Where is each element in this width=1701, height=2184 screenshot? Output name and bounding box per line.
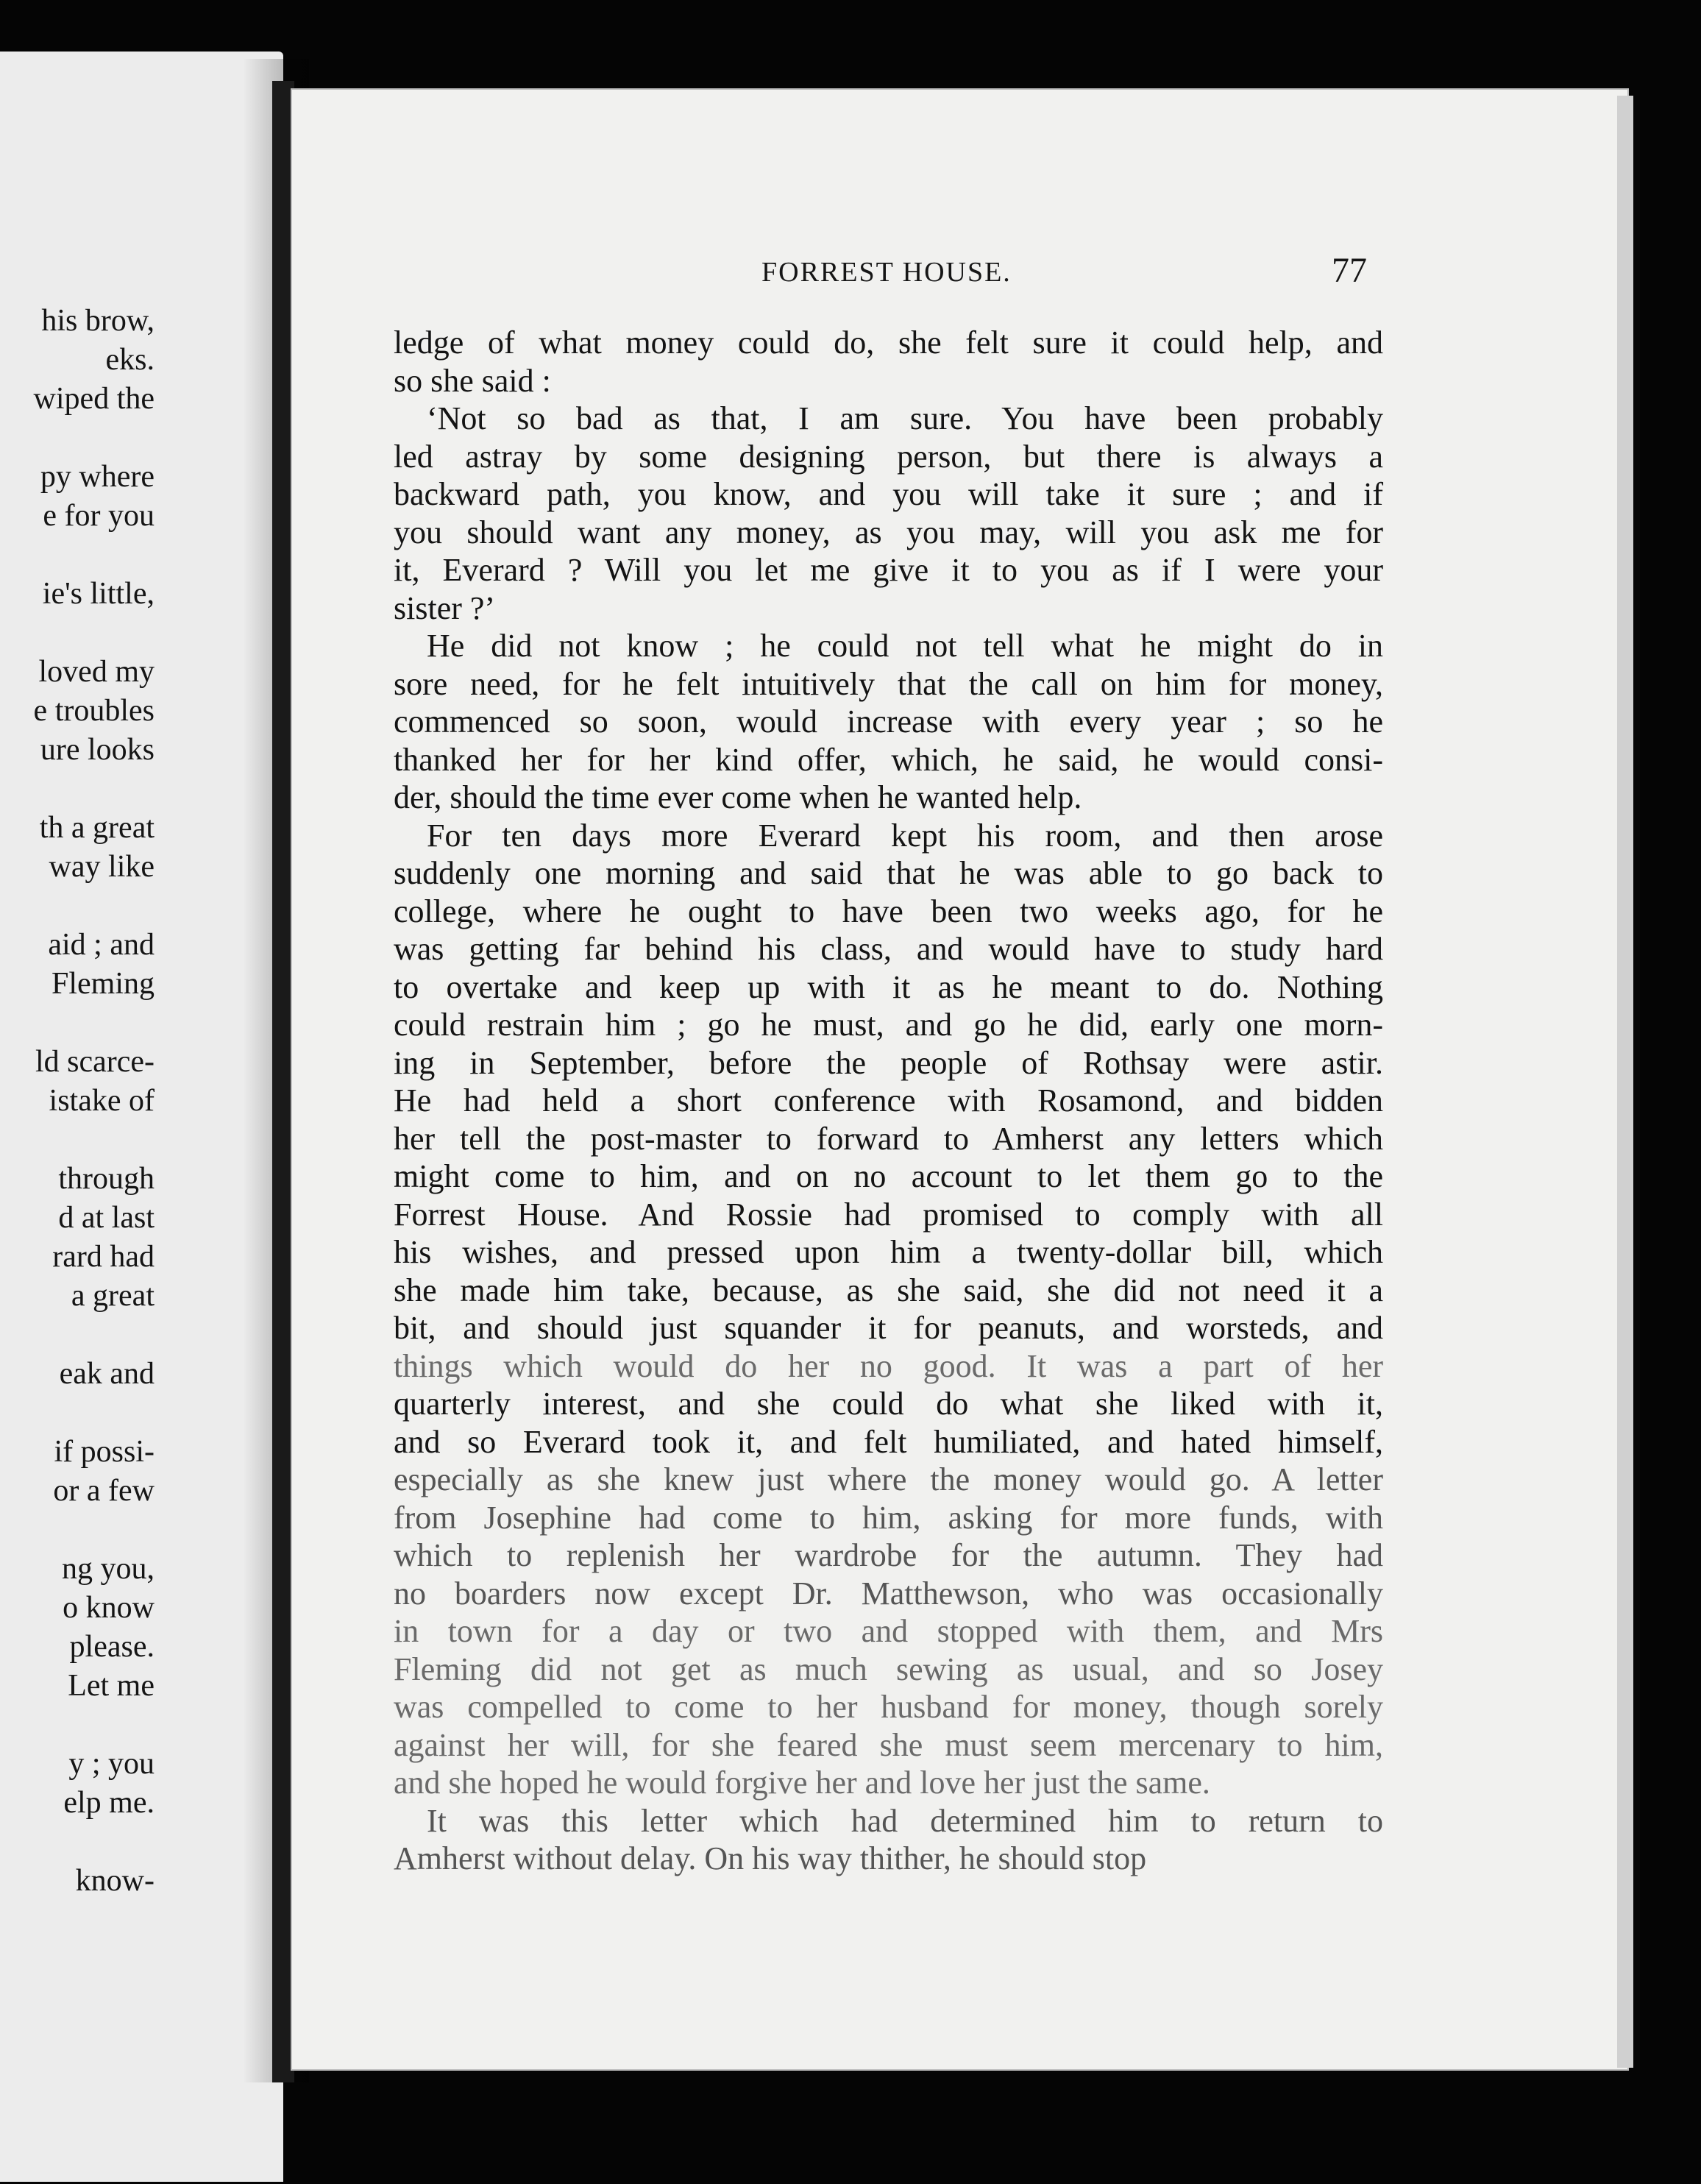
left-page-fragment [0,536,155,575]
left-page-fragment: ld scarce- [35,1045,155,1079]
left-page-fragment [0,1316,155,1355]
left-page-fragment: his brow, [41,304,155,338]
left-page-fragment: way like [49,850,155,884]
left-page-fragment: rard had [52,1240,155,1274]
left-page-fragment: please. [69,1630,155,1664]
left-page-fragment: or a few [53,1474,155,1508]
left-page-fragment: a great [71,1279,155,1313]
text-line: her tell the post-master to forward to Amherst any letters which [394,1120,1383,1157]
left-page-fragment: e for you [43,499,155,533]
text-line: things which would do her no good. It was a part of her [394,1347,1383,1384]
text-line: sore need, for he felt intuitively that the call on him for money, [394,665,1383,702]
text-line: so she said : [394,362,551,399]
text-line: it, Everard ? Will you let me give it to you as if I were your [394,552,1383,588]
left-page-fragment: if possi- [54,1435,155,1469]
text-line: you should want any money, as you may, will you ask me for [394,514,1383,550]
left-page-fragment: loved my [38,655,155,689]
left-page-fragment [0,887,155,926]
text-line: suddenly one morning and said that he was able to go back to [394,855,1383,891]
left-page-fragment: through [58,1162,155,1196]
left-page-fragment: elp me. [63,1786,155,1820]
text-line: Amherst without delay. On his way thither, he should stop [394,1840,1147,1876]
left-page-fragment [0,1004,155,1043]
text-line: and she hoped he would forgive her and love her just the same. [394,1765,1210,1801]
body-text [394,324,1383,1878]
left-page-fragment: eak and [59,1357,155,1391]
text-line: led astray by some designing person, but there is always a [394,438,1383,475]
left-page-fragment [0,1121,155,1160]
text-line: could restrain him ; go he must, and go he did, early one morn- [394,1007,1383,1043]
left-page-fragment: py where [40,460,155,494]
text-line: was getting far behind his class, and would have to study hard [394,931,1383,967]
left-page-fragment: Fleming [51,967,155,1001]
text-line: she made him take, because, as she said, she did not need it a [394,1272,1383,1308]
text-line: He did not know ; he could not tell what he might do in [427,628,1383,664]
text-line: might come to him, and on no account to let them go to the [394,1158,1383,1194]
left-page-fragment [0,1823,155,1862]
text-line: der, should the time ever come when he wanted help. [394,779,1082,815]
text-line: to overtake and keep up with it as he meant to do. Nothing [394,968,1383,1005]
left-page-fragment [0,1511,155,1550]
text-line: ing in September, before the people of Rothsay were astir. [394,1044,1383,1081]
left-page-fragment: ie's little, [42,577,155,611]
left-page-fragment: aid ; and [48,928,155,962]
left-page-fragment: o know [63,1591,155,1625]
left-page-fragment: ng you, [62,1552,155,1586]
text-line: ‘Not so bad as that, I am sure. You have been probably [427,400,1383,436]
text-line: and so Everard took it, and felt humiliated, and hated himself, [394,1423,1383,1460]
text-line: commenced so soon, would increase with every year ; so he [394,703,1383,740]
left-page-fragment: e troubles [33,694,155,728]
left-page-fragment: ure looks [40,733,155,767]
text-line: was compelled to come to her husband for money, though sorely [394,1689,1383,1725]
left-page-fragment: th a great [39,811,155,845]
text-line: which to replenish her wardrobe for the autumn. They had [394,1537,1383,1573]
text-line: Fleming did not get as much sewing as usual, and so Josey [394,1651,1383,1687]
text-line: from Josephine had come to him, asking for more funds, with [394,1499,1383,1536]
left-page-fragment [0,1706,155,1745]
left-page-fragment: know- [75,1864,155,1898]
text-line: sister ?’ [394,589,496,626]
left-page-fragment: d at last [58,1201,155,1235]
left-page-fragment: eks. [105,343,155,377]
text-line: For ten days more Everard kept his room, and then arose [427,817,1383,854]
text-line: thanked her for her kind offer, which, he said, he would consi- [394,741,1383,778]
text-line: no boarders now except Dr. Matthewson, who was occasionally [394,1575,1383,1612]
text-line: It was this letter which had determined him to return to [427,1802,1383,1839]
text-line: bit, and should just squander it for peanuts, and worsteds, and [394,1310,1383,1346]
page-edge [1617,96,1633,2068]
text-line: against her will, for she feared she must seem mercenary to him, [394,1726,1383,1763]
left-page-fragment: Let me [68,1669,155,1703]
left-page-fragment: y ; you [68,1747,155,1781]
text-line: his wishes, and pressed upon him a twenty-dollar bill, which [394,1234,1383,1270]
left-page-fragment [0,419,155,458]
text-line: He had held a short conference with Rosamond, and bidden [394,1082,1383,1118]
left-page-fragment [0,770,155,809]
text-line: especially as she knew just where the money would go. A letter [394,1461,1383,1497]
text-line: backward path, you know, and you will take it sure ; and if [394,476,1383,512]
text-line: quarterly interest, and she could do what she liked with it, [394,1386,1383,1422]
left-page-fragment [0,614,155,653]
left-page-fragment [0,1394,155,1433]
left-page-fragment: istake of [49,1084,155,1118]
text-line: Forrest House. And Rossie had promised to comply with all [394,1196,1383,1233]
text-line: college, where he ought to have been two weeks ago, for he [394,893,1383,929]
text-line: ledge of what money could do, she felt sure it could help, and [394,325,1383,361]
left-page-fragment: wiped the [33,382,155,416]
left-page-text [0,302,155,1901]
page-number: 77 [1332,251,1367,290]
running-title: FORREST HOUSE. [761,257,1012,288]
text-line: in town for a day or two and stopped with them, and Mrs [394,1613,1383,1649]
